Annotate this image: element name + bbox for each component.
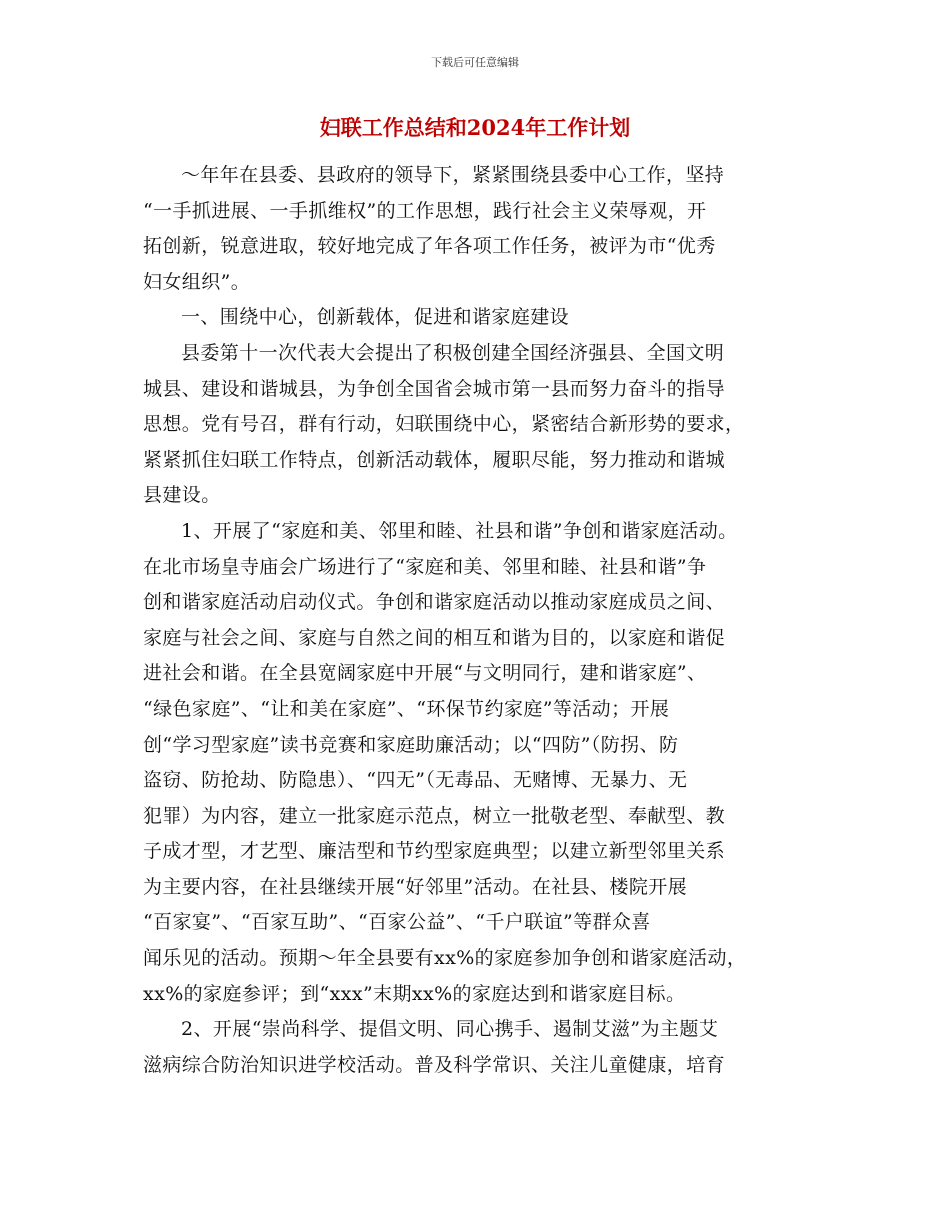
document-line: “一手抓进展、一手抓维权”的工作思想，践行社会主义荣辱观，开 (143, 199, 707, 222)
document-line: 思想。党有号召，群有行动，妇联围绕中心，紧密结合新形势的要求， (143, 413, 745, 436)
document-line: 县委第十一次代表大会提出了积极创建全国经济强县、全国文明 (181, 341, 725, 364)
document-line: 为主要内容，在社县继续开展“好邻里”活动。在社县、楼院开展 (143, 875, 688, 898)
document-line: 1、开展了“家庭和美、邻里和睦、社县和谐”争创和谐家庭活动。 (181, 519, 738, 542)
document-line: 进社会和谐。在全县宽阔家庭中开展“与文明同行，建和谐家庭”、 (143, 662, 707, 685)
document-line: 在北市场皇寺庙会广场进行了“家庭和美、邻里和睦、社县和谐”争 (143, 555, 707, 578)
document-line: 创和谐家庭活动启动仪式。争创和谐家庭活动以推动家庭成员之间、 (143, 591, 726, 614)
document-line: 闻乐见的活动。预期～年全县要有xx%的家庭参加争创和谐家庭活动， (143, 947, 747, 970)
document-line: 盗窃、防抢劫、防隐患）、“四无”（无毒品、无赌博、无暴力、无 (143, 769, 688, 792)
document-line: 滋病综合防治知识进学校活动。普及科学常识、关注儿童健康，培育 (143, 1053, 726, 1076)
document-line: “绿色家庭”、“让和美在家庭”、“环保节约家庭”等活动；开展 (143, 697, 670, 720)
document-line: 拓创新，锐意进取，较好地完成了年各项工作任务，被评为市“优秀 (143, 235, 716, 258)
document-line: xx%的家庭参评；到“xxx”末期xx%的家庭达到和谐家庭目标。 (143, 982, 686, 1005)
document-body (143, 158, 808, 1083)
document-line: 县建设。 (143, 484, 221, 507)
document-line: 妇女组织”。 (143, 270, 251, 293)
document-line: 家庭与社会之间、家庭与自然之间的相互和谐为目的，以家庭和谐促 (143, 626, 726, 649)
document-line: “百家宴”、“百家互助”、“百家公益”、“千户联谊”等群众喜 (143, 911, 651, 934)
page-header-note: 下载后可任意编辑 (431, 56, 519, 69)
document-title: 妇联工作总结和2024年工作计划 (319, 115, 631, 140)
document-line: 2、开展“崇尚科学、提倡文明、同心携手、遏制艾滋”为主题艾 (181, 1018, 719, 1041)
document-line: ～年年在县委、县政府的领导下，紧紧围绕县委中心工作，坚持 (181, 164, 725, 186)
document-line: 一、围绕中心，创新载体，促进和谐家庭建设 (181, 306, 570, 329)
document-line: 犯罪）为内容，建立一批家庭示范点，树立一批敬老型、奉献型、教 (143, 804, 726, 827)
document-line: 创“学习型家庭”读书竞赛和家庭助廉活动；以“四防”（防拐、防 (143, 733, 679, 756)
document-line: 紧紧抓住妇联工作特点，创新活动载体，履职尽能，努力推动和谐城 (143, 448, 726, 471)
document-line: 城县、建设和谐城县，为争创全国省会城市第一县而努力奋斗的指导 (143, 377, 726, 400)
document-line: 子成才型，才艺型、廉洁型和节约型家庭典型；以建立新型邻里关系 (143, 840, 726, 863)
